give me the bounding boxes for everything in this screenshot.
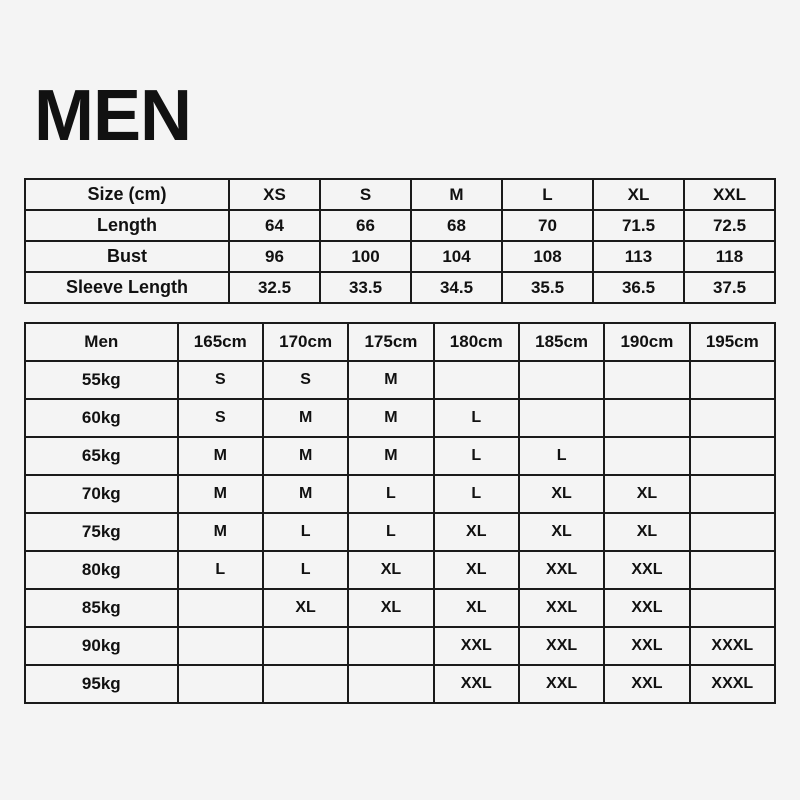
table-row: [25, 399, 775, 437]
fit-cell: M: [348, 399, 433, 437]
fit-cell: XXL: [604, 589, 689, 627]
fit-cell: L: [178, 551, 263, 589]
fit-cell: XL: [348, 589, 433, 627]
fit-cell: [263, 627, 348, 665]
size-table-header-5: XL: [593, 179, 684, 210]
size-table-body: [25, 179, 775, 303]
fit-cell: [604, 399, 689, 437]
fit-cell: XL: [604, 513, 689, 551]
size-cell: 70: [502, 210, 593, 241]
table-row: [25, 361, 775, 399]
size-cell: 34.5: [411, 272, 502, 303]
fit-cell: [690, 589, 775, 627]
fit-cell: XXL: [519, 665, 604, 703]
fit-cell: XXXL: [690, 627, 775, 665]
size-measurement-table: [24, 178, 776, 304]
fit-cell: [434, 361, 519, 399]
fit-cell: [178, 665, 263, 703]
fit-cell: M: [263, 399, 348, 437]
fit-cell: XL: [434, 589, 519, 627]
fit-row-label: 90kg: [25, 627, 178, 665]
fit-cell: M: [263, 475, 348, 513]
fit-cell: S: [263, 361, 348, 399]
table-row: [25, 513, 775, 551]
fit-cell: [690, 437, 775, 475]
fit-cell: S: [178, 361, 263, 399]
fit-cell: XXL: [434, 627, 519, 665]
size-cell: 72.5: [684, 210, 775, 241]
table-row-header: [25, 323, 775, 361]
fit-cell: M: [348, 437, 433, 475]
fit-cell: XXXL: [690, 665, 775, 703]
table-row: [25, 210, 775, 241]
size-cell: 68: [411, 210, 502, 241]
fit-row-label: 55kg: [25, 361, 178, 399]
fit-cell: XL: [434, 551, 519, 589]
fit-table-body: [25, 323, 775, 703]
fit-cell: M: [178, 475, 263, 513]
fit-cell: M: [263, 437, 348, 475]
fit-cell: M: [348, 361, 433, 399]
size-cell: 100: [320, 241, 411, 272]
fit-cell: L: [434, 475, 519, 513]
size-row-label-sleeve-length: Sleeve Length: [25, 272, 229, 303]
fit-cell: XL: [604, 475, 689, 513]
size-cell: 113: [593, 241, 684, 272]
fit-cell: [604, 437, 689, 475]
size-cell: 35.5: [502, 272, 593, 303]
fit-row-label: 85kg: [25, 589, 178, 627]
size-table-header-3: M: [411, 179, 502, 210]
fit-cell: [690, 361, 775, 399]
table-row: [25, 589, 775, 627]
fit-cell: M: [178, 437, 263, 475]
fit-cell: [178, 627, 263, 665]
size-cell: 104: [411, 241, 502, 272]
size-row-label-bust: Bust: [25, 241, 229, 272]
fit-cell: L: [434, 437, 519, 475]
fit-cell: XXL: [519, 627, 604, 665]
fit-cell: XXL: [519, 551, 604, 589]
fit-cell: M: [178, 513, 263, 551]
size-cell: 33.5: [320, 272, 411, 303]
fit-table-header-3: 175cm: [348, 323, 433, 361]
size-cell: 108: [502, 241, 593, 272]
page-title: MEN: [34, 76, 191, 156]
fit-table-header-4: 180cm: [434, 323, 519, 361]
fit-cell: [348, 627, 433, 665]
fit-row-label: 80kg: [25, 551, 178, 589]
fit-cell: XL: [348, 551, 433, 589]
fit-cell: L: [263, 513, 348, 551]
fit-cell: XXL: [434, 665, 519, 703]
fit-cell: [604, 361, 689, 399]
fit-row-label: 65kg: [25, 437, 178, 475]
size-cell: 96: [229, 241, 320, 272]
fit-cell: XL: [263, 589, 348, 627]
table-row: [25, 475, 775, 513]
table-row: [25, 437, 775, 475]
size-cell: 64: [229, 210, 320, 241]
size-cell: 36.5: [593, 272, 684, 303]
fit-cell: L: [519, 437, 604, 475]
fit-row-label: 60kg: [25, 399, 178, 437]
fit-row-label: 75kg: [25, 513, 178, 551]
table-row-header: [25, 179, 775, 210]
fit-cell: [519, 399, 604, 437]
size-table-header-0: Size (cm): [25, 179, 229, 210]
fit-cell: [178, 589, 263, 627]
fit-cell: XL: [434, 513, 519, 551]
fit-cell: XL: [519, 475, 604, 513]
size-cell: 32.5: [229, 272, 320, 303]
fit-cell: L: [263, 551, 348, 589]
table-row: [25, 241, 775, 272]
fit-cell: [519, 361, 604, 399]
fit-cell: XXL: [604, 551, 689, 589]
fit-cell: [263, 665, 348, 703]
size-table-header-4: L: [502, 179, 593, 210]
fit-table-header-1: 165cm: [178, 323, 263, 361]
fit-cell: [690, 475, 775, 513]
fit-cell: [690, 399, 775, 437]
table-row: [25, 665, 775, 703]
size-guide-content: [24, 28, 776, 772]
size-cell: 118: [684, 241, 775, 272]
fit-cell: XXL: [604, 627, 689, 665]
size-table-header-6: XXL: [684, 179, 775, 210]
size-cell: 66: [320, 210, 411, 241]
fit-table-header-7: 195cm: [690, 323, 775, 361]
fit-cell: XXL: [519, 589, 604, 627]
size-table-header-1: XS: [229, 179, 320, 210]
fit-row-label: 70kg: [25, 475, 178, 513]
size-table-header-2: S: [320, 179, 411, 210]
fit-row-label: 95kg: [25, 665, 178, 703]
fit-cell: XXL: [604, 665, 689, 703]
size-cell: 37.5: [684, 272, 775, 303]
fit-cell: [348, 665, 433, 703]
fit-table-header-5: 185cm: [519, 323, 604, 361]
table-row: [25, 551, 775, 589]
fit-cell: L: [348, 475, 433, 513]
fit-table-header-2: 170cm: [263, 323, 348, 361]
fit-cell: [690, 551, 775, 589]
height-weight-fit-table: [24, 322, 776, 704]
fit-table-header-0: Men: [25, 323, 178, 361]
fit-cell: S: [178, 399, 263, 437]
table-row: [25, 627, 775, 665]
fit-cell: L: [348, 513, 433, 551]
fit-cell: L: [434, 399, 519, 437]
size-cell: 71.5: [593, 210, 684, 241]
fit-table-header-6: 190cm: [604, 323, 689, 361]
table-row: [25, 272, 775, 303]
fit-cell: XL: [519, 513, 604, 551]
size-row-label-length: Length: [25, 210, 229, 241]
fit-cell: [690, 513, 775, 551]
